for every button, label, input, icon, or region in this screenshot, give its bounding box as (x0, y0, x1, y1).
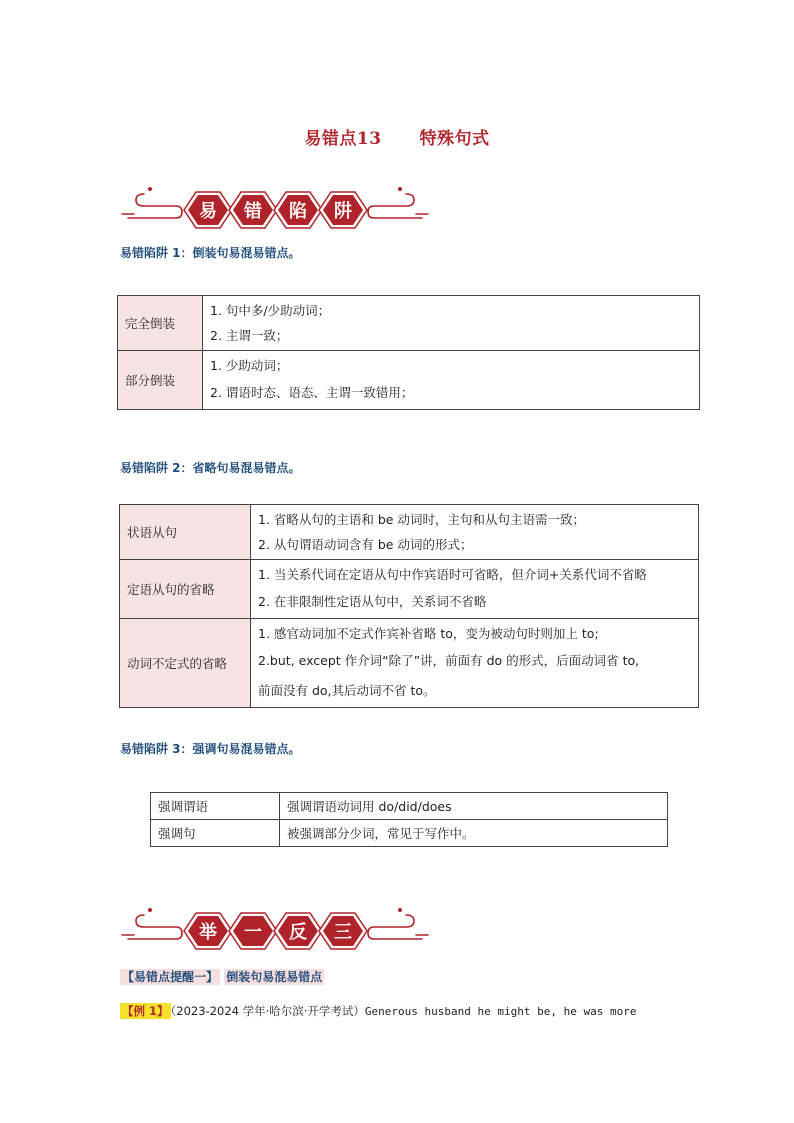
banner1-char-2: 错 (244, 201, 262, 222)
row-label: 完全倒装 (118, 296, 203, 351)
example-source: （2023-2024 学年·哈尔滨·开学考试） (170, 1004, 365, 1018)
row-label: 强调谓语 (151, 793, 280, 820)
banner2-char-3: 反 (289, 922, 307, 943)
row-content (251, 619, 699, 708)
title-part1: 易错点13 (304, 129, 382, 149)
row-label: 定语从句的省略 (120, 560, 251, 619)
row-label: 状语从句 (120, 505, 251, 560)
table-row (151, 820, 668, 847)
table-row (151, 793, 668, 820)
emphasis-table (150, 792, 668, 847)
table-row (118, 296, 700, 351)
list-item: 2. 谓语时态、语态、主谓一致错用； (210, 384, 414, 400)
section-heading-ellipsis: 易错陷阱 2：省略句易混易错点。 (120, 461, 301, 475)
row-label: 部分倒装 (118, 351, 203, 410)
row-content: 被强调部分少词，常见于写作中。 (280, 820, 668, 847)
banner-traps (120, 184, 430, 236)
banner2-char-4: 三 (334, 922, 352, 943)
banner1-char-4: 阱 (334, 201, 352, 222)
banner-practice (120, 905, 430, 957)
reminder-label: 【易错点提醒一】 (122, 970, 219, 984)
example-1 (120, 1003, 636, 1019)
list-item: 2. 主谓一致； (210, 328, 289, 343)
list-item: 前面没有 do,其后动词不省 to。 (258, 682, 436, 698)
example-tag: 【例 1】 (122, 1004, 169, 1018)
table-row (120, 505, 699, 560)
row-content (203, 351, 700, 410)
list-item: 1. 少助动词； (210, 357, 289, 373)
list-item: 2. 在非限制性定语从句中，关系词不省略 (258, 593, 487, 609)
row-content (203, 296, 700, 351)
row-label: 动词不定式的省略 (120, 619, 251, 708)
reminder-text: 倒装句易混易错点 (226, 970, 323, 984)
banner2-char-2: 一 (244, 922, 262, 943)
reminder-heading (120, 968, 324, 985)
row-content (251, 560, 699, 619)
title-part2: 特殊句式 (419, 129, 490, 149)
banner1-char-3: 陷 (289, 201, 307, 222)
banner2-char-1: 举 (199, 922, 217, 943)
list-item: 2. 从句谓语动词含有 be 动词的形式； (258, 537, 473, 552)
row-content (251, 505, 699, 560)
table-row (120, 619, 699, 708)
example-text: Generous husband he might be, he was more (364, 1005, 637, 1018)
row-label: 强调句 (151, 820, 280, 847)
table-row (118, 351, 700, 410)
list-item: 2.but, except 作介词“除了”讲，前面有 do 的形式，后面动词省 to, (258, 652, 640, 668)
ellipsis-table (119, 504, 699, 708)
list-item: 1. 当关系代词在定语从句中作宾语时可省略，但介词+关系代词不省略 (258, 566, 647, 582)
list-item: 1. 句中多/少助动词； (210, 303, 331, 318)
row-content: 强调谓语动词用 do/did/does (280, 793, 668, 820)
banner1-char-1: 易 (199, 201, 217, 222)
list-item: 1. 感官动词加不定式作宾补省略 to，变为被动句时则加上 to; (258, 625, 599, 641)
list-item: 1. 省略从句的主语和 be 动词时，主句和从句主语需一致； (258, 512, 585, 527)
section-heading-inversion: 易错陷阱 1：倒装句易混易错点。 (120, 246, 301, 260)
page-title (0, 124, 794, 149)
inversion-table (117, 295, 700, 410)
table-row (120, 560, 699, 619)
section-heading-emphasis: 易错陷阱 3：强调句易混易错点。 (120, 742, 301, 756)
